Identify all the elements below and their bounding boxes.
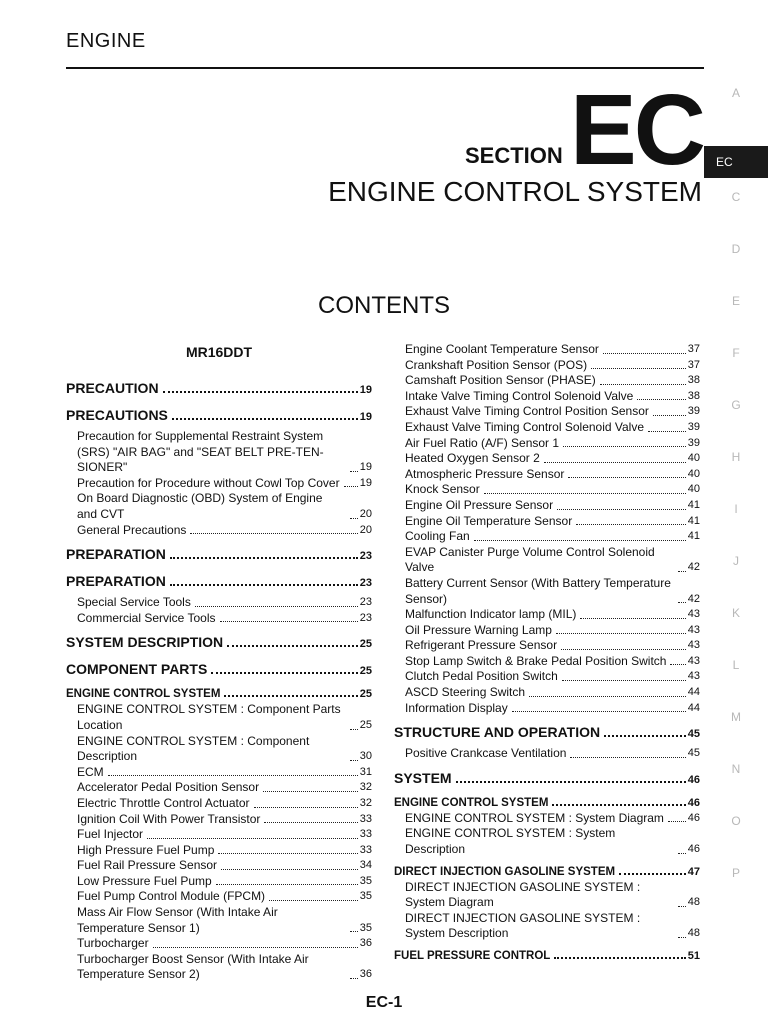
toc-entry[interactable]	[394, 514, 700, 530]
toc-entry-title: Special Service Tools	[77, 595, 191, 610]
toc-entry-page: 23	[359, 550, 372, 563]
toc-entry[interactable]	[66, 796, 372, 812]
toc-entry[interactable]	[394, 389, 700, 405]
toc-entry-page: 30	[359, 750, 372, 763]
toc-entry-page: 46	[687, 773, 700, 786]
toc-entry-title: COMPONENT PARTS	[66, 661, 208, 678]
toc-entry-page: 31	[359, 765, 372, 778]
toc-entry-page: 40	[687, 483, 700, 496]
toc-entry-page: 43	[687, 623, 700, 636]
leader-dots	[172, 418, 358, 420]
toc-entry[interactable]	[394, 482, 700, 498]
toc-entry-title: EVAP Canister Purge Volume Control Solenoid Valve	[405, 544, 655, 575]
tab-c[interactable]: C	[731, 190, 741, 204]
leader-dots	[211, 672, 357, 674]
toc-entry[interactable]	[66, 905, 372, 936]
leader-dots	[653, 415, 686, 416]
leader-dots	[350, 471, 358, 472]
toc-entry-page: 36	[359, 968, 372, 981]
toc-entry[interactable]	[394, 358, 700, 374]
leader-dots	[678, 853, 686, 854]
toc-entry-page: 43	[687, 654, 700, 667]
toc-entry-title: ENGINE CONTROL SYSTEM : System Diagram	[405, 810, 664, 825]
leader-dots	[544, 462, 686, 463]
toc-entry-page: 33	[359, 843, 372, 856]
toc-entry-title: SYSTEM DESCRIPTION	[66, 634, 224, 651]
toc-entry[interactable]	[394, 880, 700, 911]
toc-entry-title: Ignition Coil With Power Transistor	[77, 811, 261, 826]
toc-entry-page: 41	[687, 514, 700, 527]
toc-entry-title: Engine Oil Pressure Sensor	[405, 497, 554, 512]
toc-entry-page: 23	[359, 611, 372, 624]
toc-entry-page: 20	[359, 507, 372, 520]
leader-dots	[561, 649, 686, 650]
toc-entry-title: Fuel Rail Pressure Sensor	[77, 858, 218, 873]
toc-entry[interactable]	[394, 638, 700, 654]
toc-heading[interactable]	[66, 407, 372, 426]
toc-entry-title: SYSTEM	[394, 769, 452, 786]
leader-dots	[580, 618, 685, 619]
toc-heading[interactable]	[394, 795, 700, 811]
leader-dots	[529, 696, 686, 697]
toc-entry-title: On Board Diagnostic (OBD) System of Engine and CVT	[77, 491, 323, 521]
toc-entry-title: Precaution for Procedure without Cowl Top Cover	[77, 475, 340, 490]
toc-entry-page: 25	[359, 638, 372, 651]
toc-entry-title: ECM	[77, 764, 104, 779]
leader-dots	[678, 571, 686, 572]
leader-dots	[552, 804, 685, 806]
toc-heading[interactable]	[66, 546, 372, 565]
leader-dots	[456, 781, 686, 783]
section-label: SECTION	[465, 143, 563, 168]
toc-entry-page: 51	[687, 950, 700, 962]
leader-dots	[108, 775, 358, 776]
toc-heading[interactable]	[66, 573, 372, 592]
leader-dots	[670, 664, 685, 665]
toc-entry-page: 25	[359, 718, 372, 731]
toc-entry[interactable]	[394, 373, 700, 389]
leader-dots	[350, 931, 358, 932]
leader-dots	[600, 384, 686, 385]
toc-entry-page: 46	[687, 843, 700, 856]
leader-dots	[554, 957, 685, 959]
leader-dots	[591, 368, 686, 369]
leader-dots	[570, 757, 685, 758]
leader-dots	[190, 533, 357, 534]
toc-entry-title: ENGINE CONTROL SYSTEM : Component Description	[77, 733, 310, 764]
toc-entry-page: 42	[687, 592, 700, 605]
toc-entry[interactable]	[394, 498, 700, 514]
toc-entry[interactable]	[394, 685, 700, 701]
toc-entry-page: 38	[687, 389, 700, 402]
toc-entry[interactable]	[66, 702, 372, 733]
toc-entry-title: DIRECT INJECTION GASOLINE SYSTEM : System Diagram	[405, 879, 641, 910]
model-heading: MR16DDT	[185, 344, 253, 360]
toc-entry-page: 48	[687, 896, 700, 909]
toc-entry-title: ENGINE CONTROL SYSTEM : Component Parts Location	[77, 702, 341, 732]
toc-entry-title: Engine Oil Temperature Sensor	[405, 513, 573, 528]
tab-l[interactable]: L	[732, 658, 740, 672]
toc-entry[interactable]	[66, 523, 372, 539]
toc-entry-page: 32	[359, 796, 372, 809]
leader-dots	[264, 822, 357, 823]
leader-dots	[350, 729, 358, 730]
toc-entry-page: 23	[359, 596, 372, 609]
tab-d[interactable]: D	[731, 242, 741, 256]
toc-entry[interactable]	[394, 451, 700, 467]
toc-entry-page: 38	[687, 374, 700, 387]
tab-m[interactable]: M	[731, 710, 741, 724]
leader-dots	[603, 353, 686, 354]
leader-dots	[604, 735, 686, 737]
leader-dots	[269, 900, 358, 901]
toc-entry-title: DIRECT INJECTION GASOLINE SYSTEM	[394, 865, 616, 878]
toc-entry-page: 46	[687, 796, 700, 809]
toc-heading[interactable]	[66, 686, 372, 702]
toc-entry[interactable]	[394, 911, 700, 942]
leader-dots	[678, 602, 686, 603]
toc-entry-page: 34	[359, 859, 372, 872]
toc-entry[interactable]	[394, 529, 700, 545]
toc-entry-title: Precaution for Supplemental Restraint System (SRS) "AIR BAG" and "SEAT BELT PRE-TEN-SIONER"	[77, 429, 324, 475]
toc-entry-page: 45	[687, 747, 700, 760]
toc-entry[interactable]	[394, 669, 700, 685]
toc-entry[interactable]	[394, 404, 700, 420]
toc-entry-page: 39	[687, 436, 700, 449]
toc-entry-page: 44	[687, 686, 700, 699]
tab-f[interactable]: F	[732, 346, 740, 360]
toc-entry-title: Camshaft Position Sensor (PHASE)	[405, 373, 596, 388]
toc-entry[interactable]	[394, 654, 700, 670]
toc-entry[interactable]	[394, 420, 700, 436]
toc-entry-title: Fuel Pump Control Module (FPCM)	[77, 889, 266, 904]
toc-entry-title: Low Pressure Fuel Pump	[77, 873, 212, 888]
tab-e[interactable]: E	[731, 294, 740, 308]
toc-entry-page: 35	[359, 890, 372, 903]
toc-entry-title: DIRECT INJECTION GASOLINE SYSTEM : System Description	[405, 910, 641, 941]
toc-entry[interactable]	[66, 952, 372, 983]
leader-dots	[263, 791, 358, 792]
toc-entry-title: Positive Crankcase Ventilation	[405, 746, 567, 761]
toc-entry-page: 33	[359, 812, 372, 825]
toc-entry-title: Cooling Fan	[405, 529, 470, 544]
leader-dots	[218, 853, 357, 854]
toc-entry-page: 41	[687, 530, 700, 543]
leader-dots	[350, 518, 358, 519]
leader-dots	[153, 947, 358, 948]
header-title: ENGINE	[66, 30, 146, 52]
toc-right-column	[394, 342, 700, 964]
toc-entry-page: 43	[687, 639, 700, 652]
toc-entry-title: Atmospheric Pressure Sensor	[405, 466, 565, 481]
toc-entry-title: Exhaust Valve Timing Control Solenoid Valve	[405, 419, 645, 434]
toc-entry-page: 48	[687, 927, 700, 940]
toc-entry-title: Crankshaft Position Sensor (POS)	[405, 357, 588, 372]
toc-entry-title: PREPARATION	[66, 573, 166, 590]
toc-entry-title: Electric Throttle Control Actuator	[77, 795, 250, 810]
toc-entry-page: 35	[359, 921, 372, 934]
leader-dots	[350, 978, 358, 979]
toc-entry[interactable]	[394, 623, 700, 639]
leader-dots	[563, 446, 686, 447]
tab-h[interactable]: H	[731, 450, 741, 464]
toc-entry[interactable]	[66, 858, 372, 874]
leader-dots	[619, 873, 686, 875]
leader-dots	[170, 584, 358, 586]
toc-entry-title: Clutch Pedal Position Switch	[405, 669, 558, 684]
leader-dots	[668, 821, 686, 822]
leader-dots	[562, 680, 686, 681]
tab-n[interactable]: N	[731, 762, 741, 776]
toc-entry[interactable]	[394, 342, 700, 358]
toc-entry-page: 19	[359, 411, 372, 423]
leader-dots	[637, 399, 685, 400]
toc-entry[interactable]	[66, 889, 372, 905]
leader-dots	[678, 906, 686, 907]
toc-entry-page: 20	[359, 523, 372, 536]
toc-entry-title: Turbocharger Boost Sensor (With Intake Air Temperature Sensor 2)	[77, 951, 309, 982]
toc-entry[interactable]	[66, 874, 372, 890]
tab-p[interactable]: P	[731, 866, 740, 880]
leader-dots	[220, 621, 358, 622]
toc-entry-page: 33	[359, 828, 372, 841]
toc-entry-title: PRECAUTIONS	[66, 407, 168, 423]
section-code: EC	[570, 74, 703, 186]
tab-ec[interactable]: EC	[704, 146, 768, 178]
leader-dots	[344, 486, 358, 487]
tab-o[interactable]: O	[731, 814, 741, 828]
toc-entry-title: ENGINE CONTROL SYSTEM	[66, 688, 221, 701]
toc-entry[interactable]	[394, 436, 700, 452]
toc-heading[interactable]	[66, 380, 372, 399]
toc-entry[interactable]	[394, 545, 700, 576]
leader-dots	[221, 869, 358, 870]
leader-dots	[350, 760, 358, 761]
toc-entry-title: Turbocharger	[77, 936, 149, 951]
toc-entry[interactable]	[394, 467, 700, 483]
toc-entry-title: Commercial Service Tools	[77, 610, 216, 625]
toc-entry[interactable]	[394, 811, 700, 827]
toc-entry-page: 47	[687, 865, 700, 878]
toc-entry-page: 41	[687, 498, 700, 511]
toc-entry-page: 23	[359, 577, 372, 590]
leader-dots	[224, 695, 357, 697]
toc-entry[interactable]	[394, 701, 700, 717]
toc-entry-page: 19	[359, 461, 372, 474]
leader-dots	[678, 937, 686, 938]
toc-entry[interactable]	[394, 826, 700, 857]
toc-entry[interactable]	[66, 595, 372, 611]
toc-entry-page: 39	[687, 405, 700, 418]
toc-entry[interactable]	[66, 611, 372, 627]
leader-dots	[648, 431, 686, 432]
toc-entry-title: PREPARATION	[66, 546, 166, 563]
toc-entry[interactable]	[66, 765, 372, 781]
toc-entry-title: General Precautions	[77, 522, 187, 537]
toc-entry-page: 44	[687, 701, 700, 714]
toc-heading[interactable]	[66, 634, 372, 653]
page-number: EC-1	[365, 994, 403, 1011]
toc-entry-page: 39	[687, 420, 700, 433]
toc-entry-page: 36	[359, 937, 372, 950]
toc-entry-title: PRECAUTION	[66, 380, 159, 396]
toc-entry[interactable]	[66, 936, 372, 952]
toc-entry-page: 25	[359, 665, 372, 678]
toc-entry-page: 19	[359, 476, 372, 489]
toc-left-column	[66, 342, 372, 983]
toc-entry-title: Fuel Injector	[77, 827, 144, 842]
toc-entry-title: Knock Sensor	[405, 482, 480, 497]
leader-dots	[576, 524, 686, 525]
toc-entry-title: Battery Current Sensor (With Battery Temperature Sensor)	[405, 575, 671, 606]
toc-entry-title: Accelerator Pedal Position Sensor	[77, 780, 260, 795]
toc-entry[interactable]	[66, 843, 372, 859]
contents-title: CONTENTS	[318, 292, 450, 319]
section-tabs	[704, 80, 768, 912]
toc-entry[interactable]	[66, 827, 372, 843]
leader-dots	[557, 509, 686, 510]
leader-dots	[216, 884, 358, 885]
toc-entry-title: Refrigerant Pressure Sensor	[405, 638, 558, 653]
leader-dots	[163, 391, 358, 393]
section-title: ENGINE CONTROL SYSTEM	[328, 176, 702, 207]
toc-entry-page: 40	[687, 467, 700, 480]
toc-heading[interactable]	[66, 661, 372, 680]
toc-entry-title: ASCD Steering Switch	[405, 685, 526, 700]
toc-entry[interactable]	[66, 812, 372, 828]
toc-heading[interactable]	[394, 948, 700, 964]
toc-heading[interactable]	[394, 724, 700, 743]
toc-entry-title: Mass Air Flow Sensor (With Intake Air Temperature Sensor 1)	[77, 905, 278, 935]
toc-entry[interactable]	[394, 607, 700, 623]
tab-g[interactable]: G	[731, 398, 741, 412]
header-rule	[66, 67, 704, 69]
toc-entry-page: 45	[687, 728, 700, 741]
toc-entry-title: Stop Lamp Switch & Brake Pedal Position Switch	[405, 653, 667, 668]
toc-entry[interactable]	[66, 734, 372, 765]
toc-entry-title: High Pressure Fuel Pump	[77, 842, 215, 857]
leader-dots	[170, 557, 358, 559]
toc-entry-title: Oil Pressure Warning Lamp	[405, 622, 552, 637]
toc-entry-page: 43	[687, 608, 700, 621]
toc-entry-page: 40	[687, 452, 700, 465]
toc-heading[interactable]	[394, 770, 700, 789]
toc-entry-title: Exhaust Valve Timing Control Position Sensor	[405, 404, 649, 419]
toc-entry[interactable]	[394, 746, 700, 762]
toc-entry-page: 46	[687, 811, 700, 824]
tab-i[interactable]: I	[734, 502, 738, 516]
leader-dots	[147, 838, 358, 839]
leader-dots	[227, 645, 358, 647]
leader-dots	[512, 711, 686, 712]
leader-dots	[484, 493, 686, 494]
toc-entry[interactable]	[66, 429, 372, 476]
toc-entry-title: STRUCTURE AND OPERATION	[394, 724, 601, 741]
tab-k[interactable]: K	[731, 606, 740, 620]
toc-entry-page: 35	[359, 874, 372, 887]
toc-entry-page: 42	[687, 561, 700, 574]
leader-dots	[556, 633, 686, 634]
toc-entry-page: 43	[687, 670, 700, 683]
toc-entry-page: 37	[687, 343, 700, 355]
toc-entry-title: Engine Coolant Temperature Sensor	[405, 342, 599, 356]
toc-entry[interactable]	[66, 780, 372, 796]
toc-heading[interactable]	[394, 864, 700, 880]
toc-entry-page: 19	[359, 384, 372, 396]
leader-dots	[568, 477, 685, 478]
toc-entry[interactable]	[66, 491, 372, 522]
toc-entry-page: 32	[359, 781, 372, 794]
toc-entry-title: Air Fuel Ratio (A/F) Sensor 1	[405, 435, 560, 450]
toc-entry-title: Malfunction Indicator lamp (MIL)	[405, 607, 577, 622]
toc-entry-page: 25	[359, 688, 372, 701]
toc-entry[interactable]	[394, 576, 700, 607]
tab-a[interactable]: A	[731, 86, 740, 100]
leader-dots	[474, 540, 686, 541]
toc-entry-title: Heated Oxygen Sensor 2	[405, 451, 540, 466]
toc-entry-title: ENGINE CONTROL SYSTEM	[394, 796, 549, 809]
toc-entry[interactable]	[66, 476, 372, 492]
leader-dots	[195, 606, 358, 607]
leader-dots	[254, 807, 358, 808]
toc-entry-title: ENGINE CONTROL SYSTEM : System Description	[405, 826, 616, 857]
tab-j[interactable]: J	[733, 554, 739, 568]
toc-entry-title: Information Display	[405, 700, 508, 715]
toc-entry-title: FUEL PRESSURE CONTROL	[394, 950, 551, 962]
toc-entry-title: Intake Valve Timing Control Solenoid Valve	[405, 388, 634, 403]
toc-entry-page: 37	[687, 358, 700, 371]
